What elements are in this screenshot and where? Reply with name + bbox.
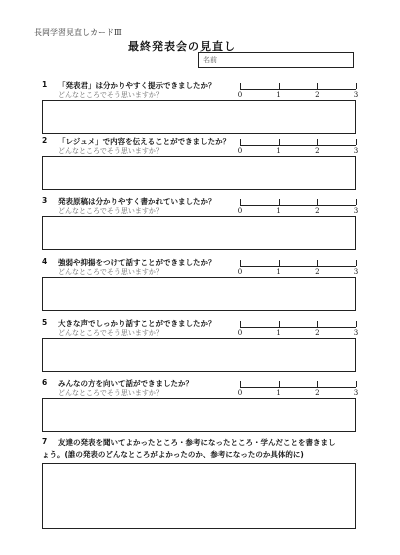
question-prompt: どんなところでそう思いますか？ xyxy=(58,329,163,337)
rating-scale[interactable] xyxy=(237,318,359,338)
rating-scale[interactable] xyxy=(237,378,359,398)
scale-tick xyxy=(356,83,357,89)
scale-label[interactable]: 0 xyxy=(237,147,243,155)
scale-tick xyxy=(356,260,357,266)
scale-tick xyxy=(356,381,357,387)
question-number: 1 xyxy=(42,80,48,89)
question-text: 「発表君」は分かりやすく提示できましたか？ xyxy=(58,81,216,90)
question-number: 2 xyxy=(42,136,48,145)
scale-label[interactable]: 3 xyxy=(353,207,359,215)
question-text: みんなの方を向いて話ができましたか？ xyxy=(58,379,193,388)
scale-tick xyxy=(317,260,318,266)
scale-tick xyxy=(240,139,241,145)
scale-tick xyxy=(356,199,357,205)
scale-tick xyxy=(317,321,318,327)
question-prompt: どんなところでそう思いますか？ xyxy=(58,389,163,397)
question-number: 3 xyxy=(42,196,48,205)
question-text: 発表原稿は分かりやすく書かれていましたか？ xyxy=(58,197,216,206)
scale-label[interactable]: 0 xyxy=(237,329,243,337)
question-text-line-2: ょう。(誰の発表のどんなところがよかったのか、参考になったのか具体的に) xyxy=(42,450,304,459)
scale-tick xyxy=(279,321,280,327)
answer-box[interactable] xyxy=(42,100,356,134)
name-label: 名前 xyxy=(203,56,217,64)
scale-tick xyxy=(317,139,318,145)
scale-label[interactable]: 0 xyxy=(237,91,243,99)
scale-label[interactable]: 3 xyxy=(353,268,359,276)
name-field[interactable] xyxy=(198,52,354,68)
answer-box[interactable] xyxy=(42,398,356,432)
question-number: 6 xyxy=(42,378,48,387)
scale-tick xyxy=(279,199,280,205)
rating-scale[interactable] xyxy=(237,257,359,277)
free-answer-box[interactable] xyxy=(42,463,356,529)
scale-tick xyxy=(317,381,318,387)
scale-tick xyxy=(279,83,280,89)
scale-label[interactable]: 0 xyxy=(237,268,243,276)
scale-line xyxy=(240,205,356,206)
answer-box[interactable] xyxy=(42,156,356,190)
scale-label[interactable]: 2 xyxy=(315,91,320,99)
scale-label[interactable]: 2 xyxy=(315,389,320,397)
scale-tick xyxy=(240,381,241,387)
scale-tick xyxy=(279,139,280,145)
answer-box[interactable] xyxy=(42,277,356,311)
scale-label[interactable]: 2 xyxy=(315,329,320,337)
scale-label[interactable]: 1 xyxy=(276,389,281,397)
question-number: 5 xyxy=(42,318,48,327)
scale-tick xyxy=(240,199,241,205)
page-title: 最終発表会の見直し xyxy=(128,40,236,53)
scale-tick xyxy=(279,260,280,266)
scale-line xyxy=(240,387,356,388)
scale-tick xyxy=(317,199,318,205)
question-prompt: どんなところでそう思いますか？ xyxy=(58,91,163,99)
question-text-line-1: 友達の発表を聞いてよかったところ・参考になったところ・学んだことを書きまし xyxy=(58,438,336,447)
question-number: 7 xyxy=(42,437,48,446)
scale-label[interactable]: 1 xyxy=(276,268,281,276)
scale-tick xyxy=(317,83,318,89)
scale-label[interactable]: 0 xyxy=(237,207,243,215)
answer-box[interactable] xyxy=(42,338,356,372)
question-prompt: どんなところでそう思いますか？ xyxy=(58,147,163,155)
rating-scale[interactable] xyxy=(237,136,359,156)
question-text: 強弱や抑揚をつけて話すことができましたか？ xyxy=(58,258,216,267)
question-prompt: どんなところでそう思いますか？ xyxy=(58,268,163,276)
scale-tick xyxy=(279,381,280,387)
scale-tick xyxy=(356,139,357,145)
scale-label[interactable]: 1 xyxy=(276,207,281,215)
scale-label[interactable]: 2 xyxy=(315,207,320,215)
scale-label[interactable]: 3 xyxy=(353,389,359,397)
rating-scale[interactable] xyxy=(237,196,359,216)
question-text: 大きな声でしっかり話すことができましたか？ xyxy=(58,319,216,328)
scale-label[interactable]: 3 xyxy=(353,91,359,99)
question-text: 「レジュメ」で内容を伝えることができましたか？ xyxy=(58,137,231,146)
rating-scale[interactable] xyxy=(237,80,359,100)
card-label: 長岡学習見直しカードⅢ xyxy=(34,28,122,37)
scale-label[interactable]: 3 xyxy=(353,329,359,337)
scale-tick xyxy=(240,260,241,266)
scale-label[interactable]: 3 xyxy=(353,147,359,155)
scale-tick xyxy=(240,321,241,327)
scale-label[interactable]: 1 xyxy=(276,329,281,337)
answer-box[interactable] xyxy=(42,216,356,250)
scale-tick xyxy=(356,321,357,327)
scale-line xyxy=(240,327,356,328)
scale-line xyxy=(240,145,356,146)
scale-line xyxy=(240,266,356,267)
scale-tick xyxy=(240,83,241,89)
question-number: 4 xyxy=(42,257,48,266)
scale-line xyxy=(240,89,356,90)
scale-label[interactable]: 2 xyxy=(315,268,320,276)
scale-label[interactable]: 1 xyxy=(276,147,281,155)
scale-label[interactable]: 0 xyxy=(237,389,243,397)
question-prompt: どんなところでそう思いますか？ xyxy=(58,207,163,215)
scale-label[interactable]: 1 xyxy=(276,91,281,99)
scale-label[interactable]: 2 xyxy=(315,147,320,155)
